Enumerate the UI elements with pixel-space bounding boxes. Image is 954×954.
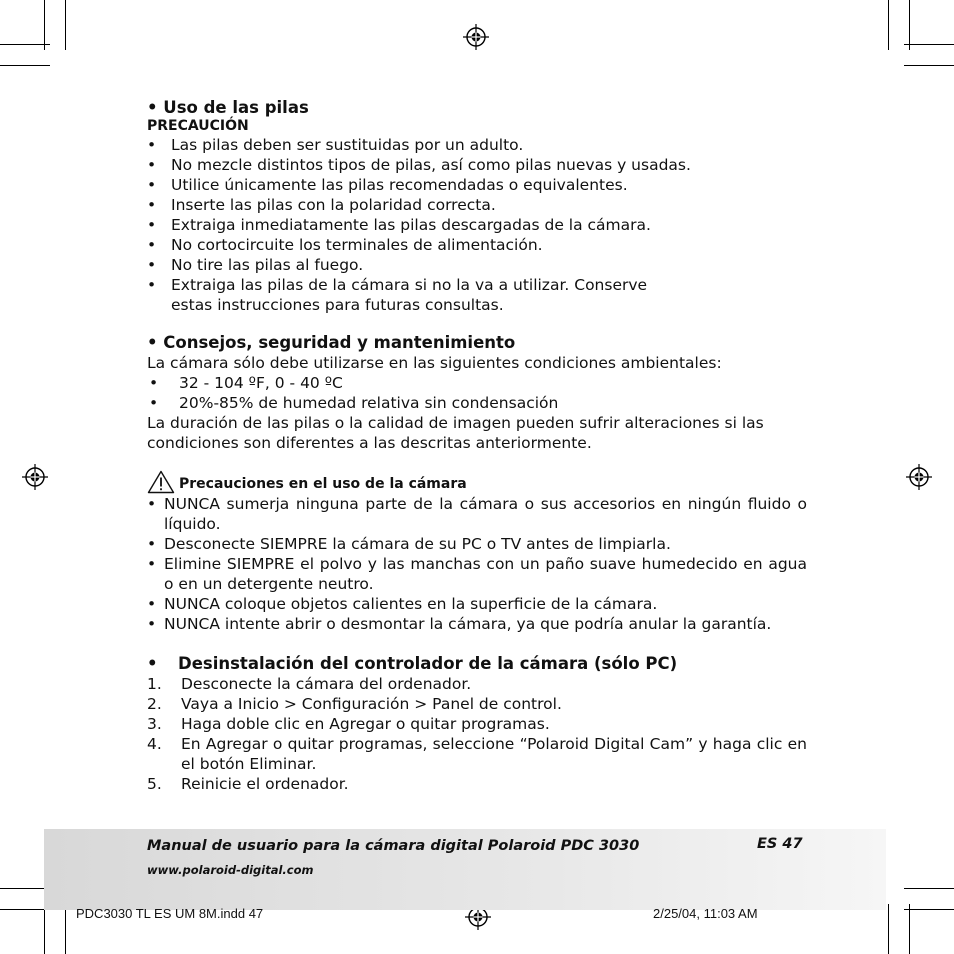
crop-mark bbox=[0, 888, 50, 889]
page-content bbox=[147, 98, 807, 794]
list-item: • Las pilas deben ser sustituidas por un adulto. bbox=[147, 136, 524, 154]
list-item: 5. Reinicie el ordenador. bbox=[147, 775, 349, 793]
list-item: • No cortocircuite los terminales de alimentación. bbox=[147, 236, 543, 254]
crop-mark bbox=[65, 0, 66, 50]
bullet: • bbox=[149, 394, 159, 412]
list-item: • 20%-85% de humedad relativa sin condensación bbox=[149, 394, 559, 412]
list-item: • Desconecte SIEMPRE la cámara de su PC o TV antes de limpiarla. bbox=[147, 535, 671, 553]
crop-mark bbox=[44, 0, 45, 50]
caution-label: PRECAUCIÓN bbox=[147, 118, 249, 134]
crop-mark bbox=[904, 909, 954, 910]
list-item: • No mezcle distintos tipos de pilas, así como pilas nuevas y usadas. bbox=[147, 156, 691, 174]
uninstall-heading: Desinstalación del controlador de la cámara (sólo PC) bbox=[178, 654, 678, 673]
warning-triangle-icon bbox=[147, 470, 175, 494]
slug-date: 2/25/04, 11:03 AM bbox=[653, 906, 758, 921]
crop-mark bbox=[0, 909, 50, 910]
crop-mark bbox=[888, 0, 889, 50]
footer-url: www.polaroid-digital.com bbox=[147, 863, 314, 877]
crop-mark bbox=[904, 65, 954, 66]
tips-heading: • Consejos, seguridad y mantenimiento bbox=[147, 333, 516, 352]
bullet: • bbox=[147, 196, 157, 214]
bullet: • bbox=[147, 276, 157, 294]
list-item: • Inserte las pilas con la polaridad correcta. bbox=[147, 196, 496, 214]
list-item: • Elimine SIEMPRE el polvo y las manchas con un paño suave humedecido en agua o en un detergente neutro. bbox=[147, 555, 807, 593]
list-item: • NUNCA intente abrir o desmontar la cámara, ya que podría anular la garantía. bbox=[147, 615, 772, 633]
list-item: • No tire las pilas al fuego. bbox=[147, 256, 364, 274]
list-item: • NUNCA coloque objetos calientes en la superficie de la cámara. bbox=[147, 595, 658, 613]
registration-mark-icon bbox=[22, 464, 48, 490]
bullet: • bbox=[147, 176, 157, 194]
crop-mark bbox=[909, 0, 910, 50]
list-item: 2. Vaya a Inicio > Configuración > Panel de control. bbox=[147, 695, 562, 713]
crop-mark bbox=[904, 888, 954, 889]
tips-outro: La duración de las pilas o la calidad de imagen pueden sufrir alteraciones si las condiciones son diferentes a las descritas anteriormente. bbox=[147, 414, 764, 452]
precautions-heading: Precauciones en el uso de la cámara bbox=[179, 476, 467, 492]
list-item: 1. Desconecte la cámara del ordenador. bbox=[147, 675, 472, 693]
precautions-heading-row bbox=[147, 470, 807, 494]
registration-mark-icon bbox=[463, 24, 489, 50]
crop-mark bbox=[0, 44, 50, 45]
bullet: • bbox=[147, 615, 157, 633]
slug-filename: PDC3030 TL ES UM 8M.indd 47 bbox=[76, 906, 264, 921]
list-item: 4. En Agregar o quitar programas, seleccione “Polaroid Digital Cam” y haga clic en el botón Eliminar. bbox=[147, 735, 807, 773]
list-item: • 32 - 104 ºF, 0 - 40 ºC bbox=[149, 374, 343, 392]
bullet: • bbox=[147, 256, 157, 274]
footer-title: Manual de usuario para la cámara digital Polaroid PDC 3030 bbox=[147, 838, 640, 854]
tips-intro: La cámara sólo debe utilizarse en las siguientes condiciones ambientales: bbox=[147, 354, 722, 372]
bullet: • bbox=[147, 654, 158, 673]
list-item: • Extraiga inmediatamente las pilas descargadas de la cámara. bbox=[147, 216, 651, 234]
bullet: • bbox=[149, 374, 159, 392]
crop-mark bbox=[65, 904, 66, 954]
uninstall-heading-row bbox=[147, 654, 807, 674]
crop-mark bbox=[909, 904, 910, 954]
bullet: • bbox=[147, 236, 157, 254]
bullet: • bbox=[147, 495, 157, 513]
page-number: ES 47 bbox=[757, 836, 803, 852]
crop-mark bbox=[0, 65, 50, 66]
bullet: • bbox=[147, 216, 157, 234]
list-item: • Extraiga las pilas de la cámara si no la va a utilizar. Conserve estas instrucciones para futuras consultas. bbox=[147, 276, 648, 314]
list-item: • Utilice únicamente las pilas recomendadas o equivalentes. bbox=[147, 176, 628, 194]
list-item: • NUNCA sumerja ninguna parte de la cámara o sus accesorios en ningún fluido o líquido. bbox=[147, 495, 807, 533]
bullet: • bbox=[147, 535, 157, 553]
bullet: • bbox=[147, 156, 157, 174]
bullet: • bbox=[147, 555, 157, 573]
list-item: 3. Haga doble clic en Agregar o quitar programas. bbox=[147, 715, 550, 733]
bullet: • bbox=[147, 136, 157, 154]
crop-mark bbox=[44, 904, 45, 954]
bullet: • bbox=[147, 595, 157, 613]
crop-mark bbox=[904, 44, 954, 45]
batteries-heading: • Uso de las pilas bbox=[147, 98, 309, 117]
registration-mark-icon bbox=[906, 464, 932, 490]
crop-mark bbox=[888, 904, 889, 954]
